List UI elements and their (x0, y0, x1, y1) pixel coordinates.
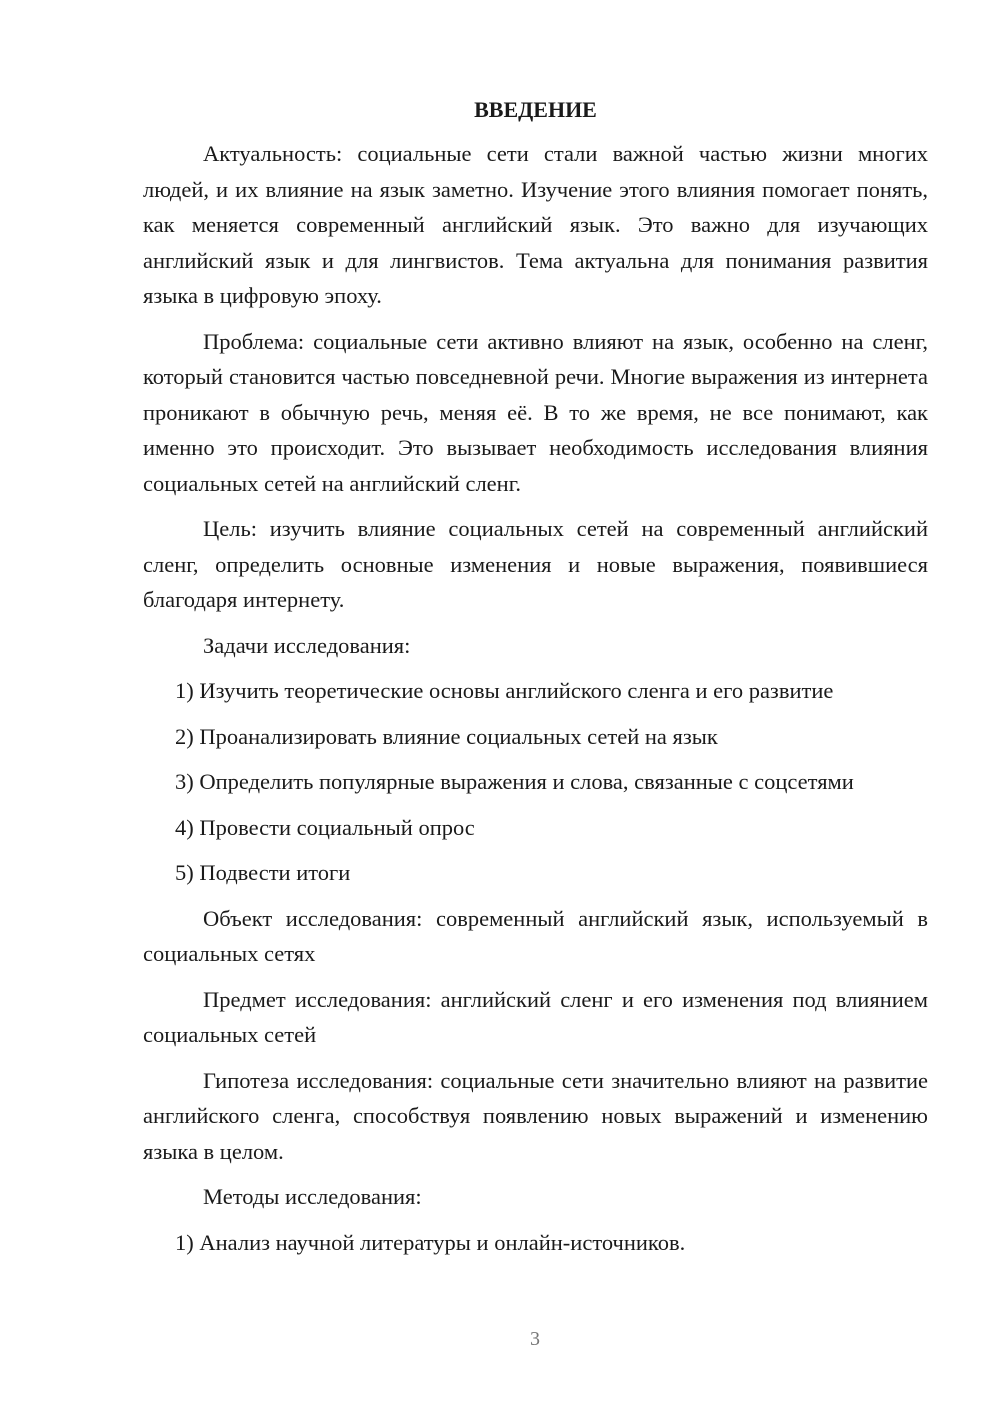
tasks-list (143, 673, 928, 891)
list-item: 5) Подвести итоги (175, 860, 351, 885)
page-body (143, 92, 928, 1270)
list-item: 3) Определить популярные выражения и слова, связанные с соцсетями (175, 769, 854, 794)
list-item: 1) Анализ научной литературы и онлайн-источников. (175, 1229, 686, 1255)
object-paragraph: Объект исследования: современный английский язык, используемый в социальных сетях (143, 905, 928, 966)
problem-paragraph: Проблема: социальные сети активно влияют на язык, особенно на сленг, который становится частью повседневной речи. Многие выражения из интернета проникают в обычную речь, меняя её. В то же время, не все понимают, как именно это происходит. Это вызывает необходимость исследования влияния социальных сетей на английский сленг. (143, 328, 928, 496)
hypothesis-paragraph: Гипотеза исследования: социальные сети значительно влияют на развитие английского сленга, способствуя появлению новых выражений и изменению языка в целом. (143, 1067, 928, 1164)
list-item: 2) Проанализировать влияние социальных сетей на язык (175, 723, 718, 749)
goal-paragraph: Цель: изучить влияние социальных сетей на современный английский сленг, определить основные изменения и новые выражения, появившиеся благодаря интернету. (143, 516, 928, 612)
subject-paragraph: Предмет исследования: английский сленг и его изменения под влиянием социальных сетей (143, 986, 928, 1047)
list-item: 1) Изучить теоретические основы английского сленга и его развитие (175, 678, 834, 703)
relevance-paragraph: Актуальность: социальные сети стали важной частью жизни многих людей, и их влияние на язык заметно. Изучение этого влияния помогает понять, как меняется современный английский язык. Это важно для изучающих английский язык и для лингвистов. Тема актуальна для понимания развития языка в цифровую эпоху. (143, 141, 928, 308)
page-number: 3 (530, 1328, 540, 1350)
list-item: 4) Провести социальный опрос (175, 814, 475, 840)
page-title: ВВЕДЕНИЕ (474, 97, 597, 122)
methods-list (143, 1225, 928, 1261)
methods-heading: Методы исследования: (203, 1184, 422, 1209)
tasks-heading: Задачи исследования: (203, 632, 411, 658)
